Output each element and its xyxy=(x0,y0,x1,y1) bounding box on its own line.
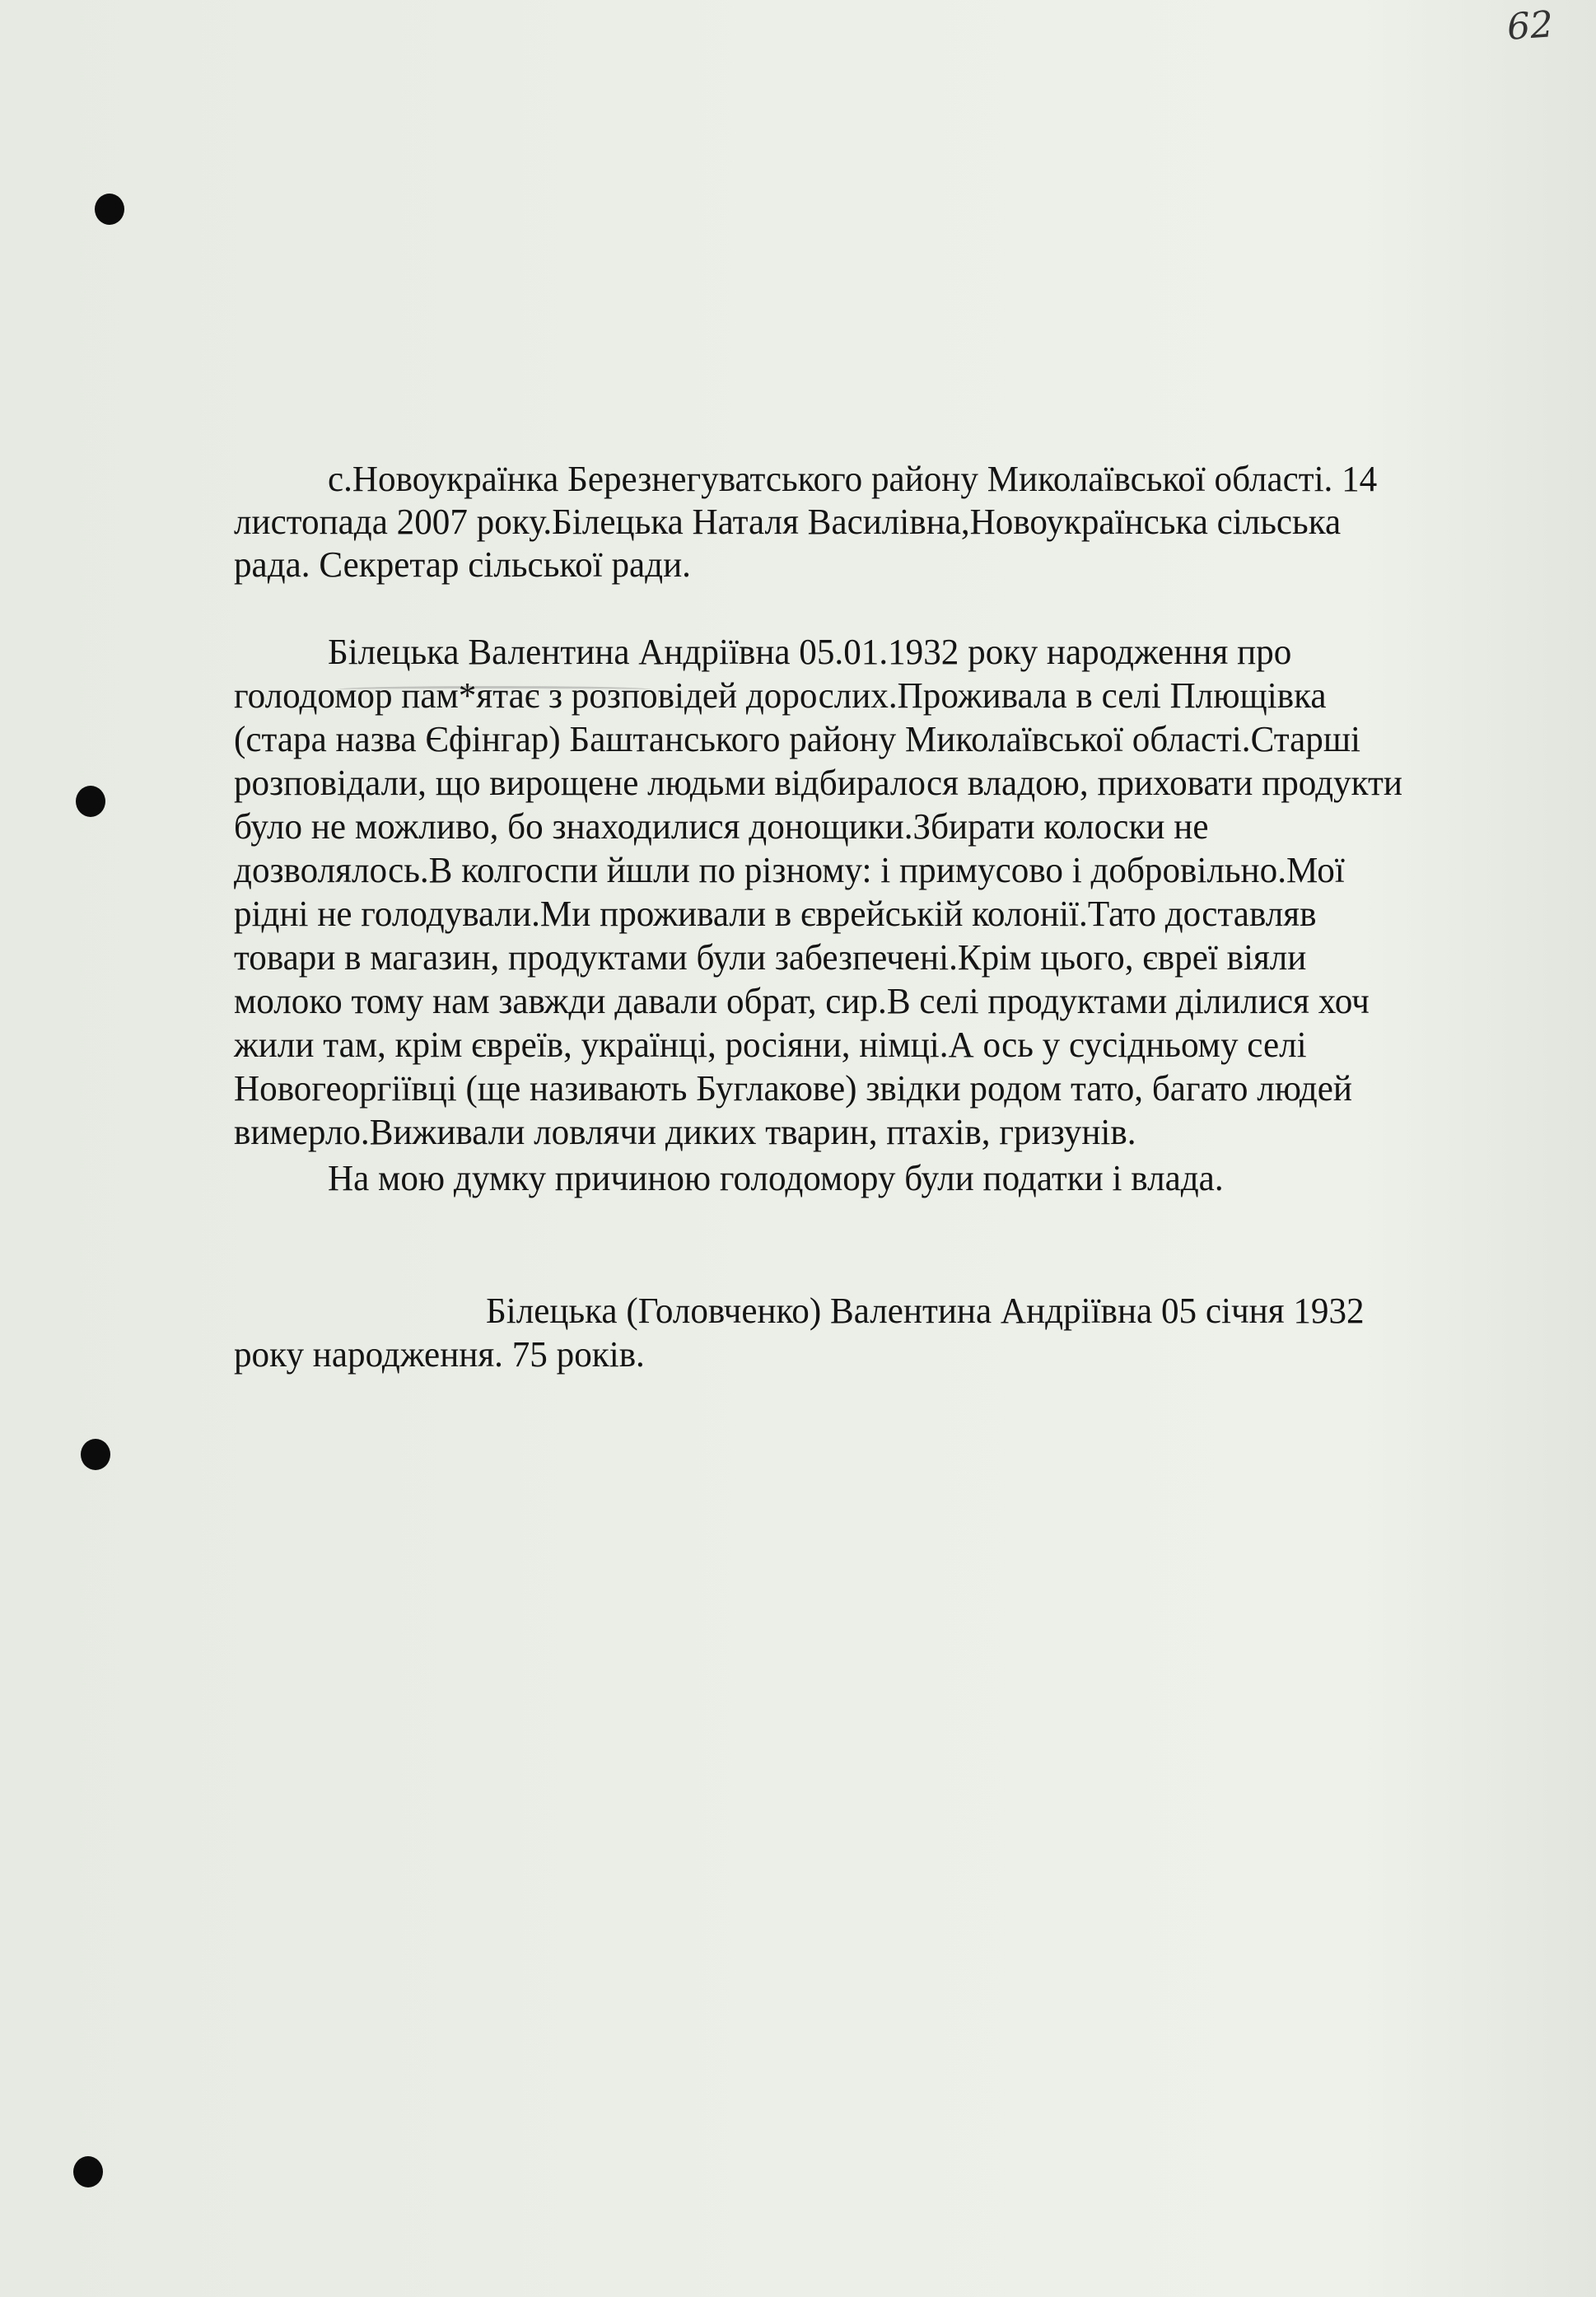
punch-hole xyxy=(95,194,124,225)
signature-line: Білецька (Головченко) Валентина Андріївна 05 січня 1932 xyxy=(486,1291,1365,1331)
text-line: товари в магазин, продуктами були забезпечені.Крім цього, євреї віяли xyxy=(234,937,1307,978)
punch-hole xyxy=(76,786,105,817)
punch-hole xyxy=(81,1439,110,1470)
text-line: голодомор пам*ятає з розповідей дорослих.Проживала в селі Плющівка xyxy=(234,675,1327,716)
text-line: листопада 2007 року.Білецька Наталя Василівна,Новоукраїнська сільська xyxy=(234,502,1342,542)
text-line: рада. Секретар сільської ради. xyxy=(234,544,691,585)
text-line: рідні не голодували.Ми проживали в єврейській колонії.Тато доставляв xyxy=(234,894,1317,934)
text-line: (стара назва Єфінгар) Баштанського району Миколаївської області.Старші xyxy=(234,719,1361,759)
text-line: дозволялось.В колгоспи йшли по різному: і примусово і добровільно.Мої xyxy=(234,850,1345,890)
text-line: Новогеоргіївці (ще називають Буглакове) звідки родом тато, багато людей xyxy=(234,1068,1352,1109)
text-line: жили там, крім євреїв, українці, росіяни, німці.А ось у сусідньому селі xyxy=(234,1025,1307,1065)
punch-hole xyxy=(73,2156,103,2187)
text-line: вимерло.Виживали ловлячи диких тварин, птахів, гризунів. xyxy=(234,1112,1136,1152)
text-line: молоко тому нам завжди давали обрат, сир.В селі продуктами ділилися хоч xyxy=(234,981,1370,1021)
page-number: 62 xyxy=(1505,3,1555,49)
text-line: с.Новоукраїнка Березнегуватського району Миколаївської області. 14 xyxy=(328,459,1378,499)
text-line: Білецька Валентина Андріївна 05.01.1932 року народження про xyxy=(328,632,1292,672)
text-line: розповідали, що вирощене людьми відбиралося владою, приховати продукти xyxy=(234,763,1402,803)
text-line: було не можливо, бо знаходилися донощики.Збирати колоски не xyxy=(234,806,1209,847)
signature-line: року народження. 75 років. xyxy=(234,1334,645,1375)
opinion-line: На мою думку причиною голодомору були податки і влада. xyxy=(328,1158,1224,1198)
